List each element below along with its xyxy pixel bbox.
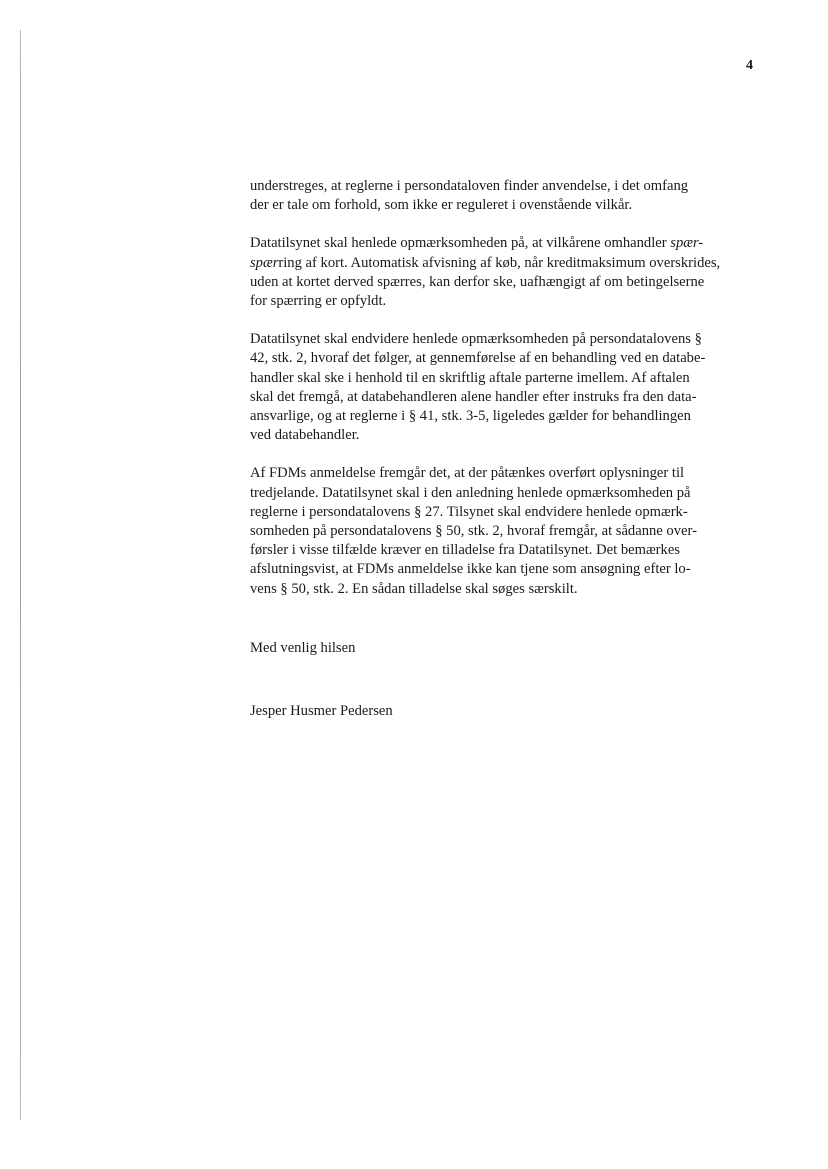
text-line: 42, stk. 2, hvoraf det følger, at gennemførelse af en behandling ved en databe- [250,350,706,367]
closing-greeting: Med venlig hilsen [250,639,356,656]
text-line: tredjelande. Datatilsynet skal i den anledning henlede opmærksomheden på [250,484,691,501]
paragraph-data-processor [250,330,750,445]
text-line-part: ring af kort. Automatisk afvisning af køb, når kreditmaksimum overskrides, [278,254,721,271]
emphasis-term: spær- [670,235,704,252]
text-line: for spærring er opfyldt. [250,293,387,310]
text-line: Datatilsynet skal endvidere henlede opmærksomheden på persondatalovens § [250,331,702,348]
text-line [250,234,750,253]
text-line: understreges, at reglerne i persondataloven finder anvendelse, i det omfang [250,178,689,194]
text-line: afslutningsvist, at FDMs anmeldelse ikke kan tjene som ansøgning efter lo- [250,561,691,578]
text-line: Af FDMs anmeldelse fremgår det, at der påtænkes overført oplysninger til [250,465,685,482]
signature-name: Jesper Husmer Pedersen [250,703,393,720]
text-line: ansvarlige, og at reglerne i § 41, stk. 3-5, ligeledes gælder for behandlingen [250,408,691,425]
paragraph-card-blocking [250,234,750,311]
text-line: skal det fremgå, at databehandleren alene handler efter instruks fra den data- [250,388,697,405]
paragraph-third-countries [250,464,750,598]
text-line: somheden på persondatalovens § 50, stk. 2, hvoraf fremgår, at sådanne over- [250,523,697,540]
paragraph-scope [250,177,750,215]
text-line: vens § 50, stk. 2. En sådan tilladelse skal søges særskilt. [250,580,578,597]
emphasis-term: spær [250,254,279,271]
text-line: ved databehandler. [250,427,360,444]
text-line: førsler i visse tilfælde kræver en tilladelse fra Datatilsynet. Det bemærkes [250,542,680,559]
letter-body [250,177,750,721]
text-line-part: Datatilsynet skal henlede opmærksomheden på, at vilkårene omhandler [250,235,671,252]
text-line: reglerne i persondatalovens § 27. Tilsynet skal endvidere henlede opmærk- [250,503,688,520]
text-line: uden at kortet derved spærres, kan derfor ske, uafhængigt af om betingelserne [250,273,705,290]
scan-margin-line [20,30,21,1120]
text-line [250,254,750,273]
text-line: handler skal ske i henhold til en skriftlig aftale parterne imellem. Af aftalen [250,369,690,386]
text-line: der er tale om forhold, som ikke er reguleret i ovenstående vilkår. [250,197,633,214]
page-number: 4 [746,58,753,73]
